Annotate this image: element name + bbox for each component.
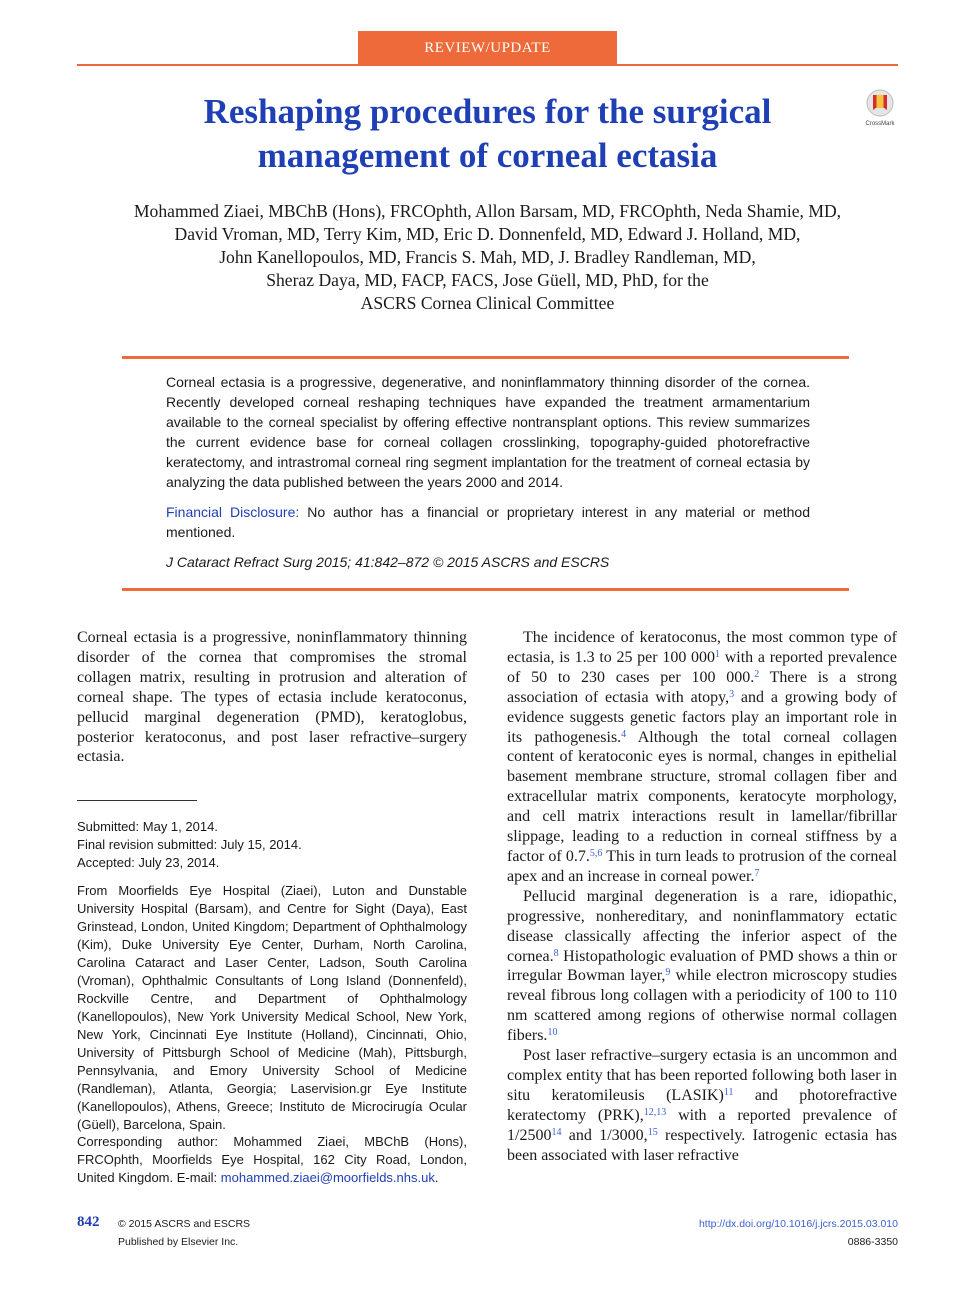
email-end: . [434, 1170, 439, 1185]
dates-block [77, 818, 467, 872]
abstract-bottom-rule [122, 588, 849, 591]
page-number: 842 [77, 1214, 100, 1230]
author-line: Mohammed Ziaei, MBChB (Hons), FRCOphth, Allon Barsam, MD, FRCOphth, Neda Shamie, MD, [133, 201, 842, 221]
body-paragraph: Corneal ectasia is a progressive, noninflammatory thinning disorder of the cornea that compromises the stromal collagen matrix, resulting in protrusion and alteration of corneal shape. The types of ectasia include keratoconus, pellucid marginal degeneration (PMD), keratoglobus, posterior keratoconus, and post laser refractive–surgery ectasia. [77, 629, 467, 766]
author-list [70, 200, 905, 315]
abstract-top-rule [122, 356, 849, 359]
issn: 0886-3350 [847, 1236, 898, 1248]
reference-link[interactable]: 4 [621, 728, 627, 740]
left-column [77, 628, 467, 767]
reference-link[interactable]: 5,6 [589, 847, 603, 859]
reference-link[interactable]: 3 [729, 688, 735, 700]
reference-link[interactable]: 15 [647, 1126, 658, 1138]
abstract [166, 372, 810, 572]
affiliations: From Moorfields Eye Hospital (Ziaei), Luton and Dunstable University Hospital (Barsam), and Centre for Sight (Daya), East Grinstead, London, United Kingdom; Department of Ophthalmology (Kim), Duke University Eye Center, Durham, North Carolina, Carolina Cataract and Laser Center, Ladson, South Carolina (Vroman), Ophthalmic Consultants of Long Island (Donnenfeld), Rockville Centre, and Department of Ophthalmology (Kanellopoulos), New York University Medical School, New York, New York, Cincinnati Eye Institute (Holland), Cincinnati, Ohio, University of Pittsburgh School of Medicine (Mah), Pittsburgh, Pennsylvania, and Emory University School of Medicine (Randleman), Atlanta, Georgia; Laservision.gr Eye Institute (Kanellopoulos), Athens, Greece; Instituto de Microcirugía Ocular (Güell), Barcelona, Spain. [77, 883, 467, 1132]
article-title [120, 90, 855, 178]
reference-link[interactable]: 9 [665, 967, 671, 979]
right-column [507, 628, 897, 1165]
reference-link[interactable]: 1 [715, 648, 721, 660]
revision-date: Final revision submitted: July 15, 2014. [77, 837, 302, 852]
reference-link[interactable]: 2 [754, 668, 760, 680]
title-line-1: Reshaping procedures for the surgical [203, 92, 772, 131]
reference-link[interactable]: 11 [723, 1086, 734, 1098]
body-paragraph: Pellucid marginal degeneration is a rare, idiopathic, progressive, nonhereditary, and noninflammatory ectatic disease classically affecting the inferior aspect of the cornea.$^8$ Histopathologic evaluation of PMD shows a thin or irregular Bowman layer,$^9$ while electron microscopy studies reveal fibrous long collagen with a periodicity of 100 to 110 nm scattered among regions of otherwise normal collagen fibers.$^{10}$ [507, 887, 897, 1045]
corresponding-text: Corresponding author: Mohammed Ziaei, MBChB (Hons), FRCOphth, Moorfields Eye Hospital, 162 City Road, London, United Kingdom. E-mail: [77, 1134, 467, 1185]
header-rule [77, 64, 898, 66]
footnote-rule [77, 800, 197, 801]
reference-link[interactable]: 14 [551, 1126, 562, 1138]
abstract-text: Corneal ectasia is a progressive, degenerative, and noninflammatory thinning disorder of the cornea. Recently developed corneal reshaping techniques have expanded the treatment armamentarium available to the corneal specialist by offering effective nontransplant options. This review summarizes the current evidence base for corneal collagen crosslinking, topography-guided photorefractive keratectomy, and intrastromal corneal ring segment implantation for the treatment of corneal ectasia by analyzing the data published between the years 2000 and 2014. [166, 374, 810, 490]
reference-link[interactable]: 10 [547, 1027, 558, 1039]
reference-link[interactable]: 12,13 [643, 1106, 667, 1118]
article-type-tag: REVIEW/UPDATE [358, 31, 617, 64]
corresponding-author [77, 1133, 467, 1187]
svg-text:CrossMark: CrossMark [865, 121, 895, 127]
crossmark-icon[interactable] [862, 88, 898, 128]
author-line: John Kanellopoulos, MD, Francis S. Mah, MD, J. Bradley Randleman, MD, [219, 247, 756, 267]
reference-link[interactable]: 8 [553, 947, 559, 959]
publisher: Published by Elsevier Inc. [118, 1236, 239, 1248]
body-paragraph: The incidence of keratoconus, the most common type of ectasia, is 1.3 to 25 per 100 $000^1$ with a reported prevalence of 50 to 230 cases per 100 000.$^2$ There is a strong association of ectasia with atopy,$^3$ and a growing body of evidence suggests genetic factors play an important role in its pathogenesis.$^4$ Although the total corneal collagen content of keratoconic eyes is normal, changes in epithelial basement membrane structure, stromal collagen fiber and extracellular matrix components, keratocyte morphology, and cell matrix interactions result in lamellar/fibrillar slippage, leading to a reduction in corneal stiffness by a factor of 0.7.$^{5,6}$ This in turn leads to protrusion of the corneal apex and an increase in corneal power.$^7$ [507, 629, 898, 885]
author-line: David Vroman, MD, Terry Kim, MD, Eric D. Donnenfeld, MD, Edward J. Holland, MD, [174, 224, 801, 244]
title-line-2: management of corneal ectasia [257, 136, 718, 175]
author-line: ASCRS Cornea Clinical Committee [360, 293, 615, 313]
accepted-date: Accepted: July 23, 2014. [77, 855, 220, 870]
doi-link[interactable]: http://dx.doi.org/10.1016/j.jcrs.2015.03.010 [698, 1218, 898, 1230]
disclosure-label: Financial Disclosure: [166, 504, 300, 520]
financial-disclosure [166, 502, 810, 542]
body-paragraph: Post laser refractive–surgery ectasia is an uncommon and complex entity that has been reported following both laser in situ keratomileusis (LASIK)$^{11}$ and photorefractive keratectomy (PRK),$^{12,13}$ with a reported prevalence of 1/2500$^{14}$ and 1/3000,15 respectively. Iatrogenic ectasia has been associated with laser refractive [507, 1047, 898, 1164]
author-line: Sheraz Daya, MD, FACP, FACS, Jose Güell, MD, PhD, for the [266, 270, 709, 290]
copyright: © 2015 ASCRS and ESCRS [118, 1218, 251, 1230]
reference-link[interactable]: 7 [754, 867, 760, 879]
disclosure-text: No author has a financial or proprietary interest in any material or method mentioned. [166, 504, 810, 540]
submitted-date: Submitted: May 1, 2014. [77, 819, 218, 834]
citation: J Cataract Refract Surg 2015; 41:842–872 © 2015 ASCRS and ESCRS [166, 554, 610, 570]
email-link[interactable]: mohammed.ziaei@moorfields.nhs.uk [220, 1170, 435, 1185]
